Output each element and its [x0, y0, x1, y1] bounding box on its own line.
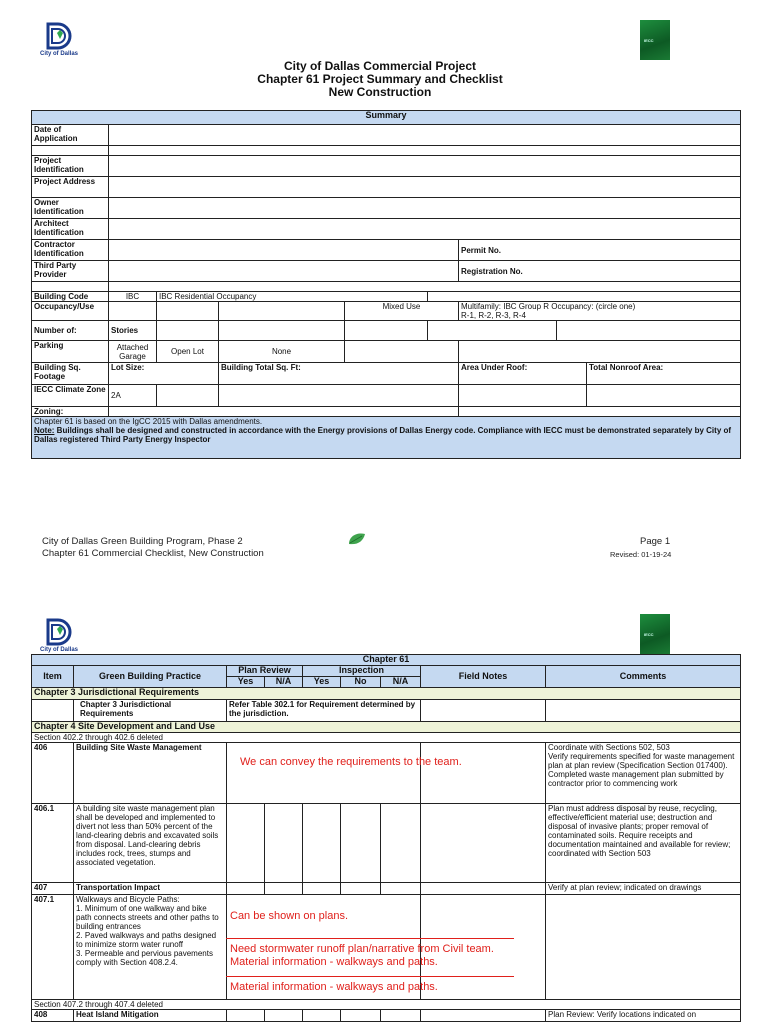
summary-table [31, 110, 741, 459]
date-label: Date of Application [32, 125, 109, 146]
project-address-field[interactable] [109, 177, 741, 198]
col-practice: Green Building Practice [74, 666, 227, 688]
row-4061-notes[interactable] [421, 804, 546, 883]
note-line1: Chapter 61 is based on the IgCC 2015 with Dallas amendments. [34, 417, 263, 426]
row-408-practice: Heat Island Mitigation [74, 1010, 227, 1022]
row-4061-item: 406.1 [32, 804, 74, 883]
multifamily-options[interactable]: R-1, R-2, R-3, R-4 [461, 311, 526, 320]
col-in-na: N/A [381, 677, 421, 688]
row-407-comment: Verify at plan review; indicated on drawings [546, 883, 741, 895]
row-4061-in-na[interactable] [381, 804, 421, 883]
row-4071-comment [546, 895, 741, 1000]
architect-label: Architect Identification [32, 219, 109, 240]
ch3-practice: Chapter 3 Jurisdictional Requirements [74, 700, 227, 722]
building-code-ibc[interactable]: IBC [109, 292, 157, 302]
col-inspection: Inspection [303, 666, 421, 677]
building-total-label[interactable]: Building Total Sq. Ft: [219, 363, 459, 385]
building-code-label: Building Code [32, 292, 109, 302]
row-408-item: 408 [32, 1010, 74, 1022]
row-4071-item: 407.1 [32, 895, 74, 1000]
summary-header: Summary [32, 111, 741, 125]
number-of-label: Number of: [32, 321, 109, 341]
iecc-book-icon: IECC [640, 20, 670, 60]
city-of-dallas-logo-2 [40, 618, 94, 653]
owner-label: Owner Identification [32, 198, 109, 219]
col-pr-na: N/A [265, 677, 303, 688]
footer-left-2: Chapter 61 Commercial Checklist, New Construction [42, 548, 264, 559]
annotation-2: Can be shown on plans. [230, 910, 349, 922]
multifamily-label: Multifamily: IBC Group R Occupancy: (circle one) [461, 302, 636, 311]
total-nonroof-label[interactable]: Total Nonroof Area: [587, 363, 741, 385]
ibc-residential[interactable]: IBC Residential Occupancy [157, 292, 428, 302]
col-item: Item [32, 666, 74, 688]
logo-caption: City of Dallas [40, 51, 79, 57]
row-406-comment: Coordinate with Sections 502, 503 Verify requirements specified for waste management plan at plan review (Specification Section 017400). Completed waste management plan submitted by contractor prior to commencing work [546, 743, 741, 804]
architect-field[interactable] [109, 219, 741, 240]
registration-label[interactable]: Registration No. [459, 261, 741, 282]
iecc-label: IECC Climate Zone [32, 385, 109, 407]
city-of-dallas-logo [40, 22, 94, 57]
row-4061-practice: A building site waste management plan shall be developed and implemented to divert not less than 50% percent of the land-clearing debris and excavated soils from disposal. Land-clearing debris includes rock, trees, stumps and associated vegetation. [74, 804, 227, 883]
area-under-roof-label[interactable]: Area Under Roof: [459, 363, 587, 385]
zoning-field[interactable] [109, 407, 459, 417]
row-407-item: 407 [32, 883, 74, 895]
contractor-field[interactable] [109, 240, 459, 261]
deleted-407: Section 407.2 through 407.4 deleted [32, 1000, 741, 1010]
col-in-yes: Yes [303, 677, 341, 688]
project-address-label: Project Address [32, 177, 109, 198]
col-comments: Comments [546, 666, 741, 688]
col-field-notes: Field Notes [421, 666, 546, 688]
row-4061-in-no[interactable] [341, 804, 381, 883]
lot-size-label[interactable]: Lot Size: [109, 363, 219, 385]
annotation-box-line-1 [226, 938, 514, 939]
deleted-402: Section 402.2 through 402.6 deleted [32, 733, 741, 743]
annotation-1: We can convey the requirements to the team. [240, 756, 462, 768]
zoning-label: Zoning: [32, 407, 109, 417]
note-prefix: Note: [34, 426, 55, 435]
footer-page: Page 1 [640, 536, 671, 547]
col-plan-review: Plan Review [227, 666, 303, 677]
row-408-comment: Plan Review: Verify locations indicated on [546, 1010, 741, 1022]
row-4061-pr-yes[interactable] [227, 804, 265, 883]
leaf-icon [347, 532, 367, 551]
owner-field[interactable] [109, 198, 741, 219]
project-id-field[interactable] [109, 156, 741, 177]
permit-label[interactable]: Permit No. [459, 240, 741, 261]
row-406-notes[interactable] [421, 743, 546, 804]
ch3-requirement: Refer Table 302.1 for Requirement determined by the jurisdiction. [227, 700, 421, 722]
chapter-header: Chapter 61 [32, 655, 741, 666]
open-lot[interactable]: Open Lot [157, 341, 219, 363]
note-line2: Buildings shall be designed and constructed in accordance with the Energy provisions of Dallas Energy code. Compliance with IECC must be demonstrated separately by City of Dallas registered Third Party Energy Inspector [34, 426, 732, 444]
project-id-label: Project Identification [32, 156, 109, 177]
row-406-practice: Building Site Waste Management [74, 743, 227, 804]
third-party-label: Third Party Provider [32, 261, 109, 282]
row-407-practice: Transportation Impact [74, 883, 227, 895]
row-4061-pr-na[interactable] [265, 804, 303, 883]
parking-none[interactable]: None [219, 341, 345, 363]
chapter4-band: Chapter 4 Site Development and Land Use [32, 722, 741, 733]
row-406-item: 406 [32, 743, 74, 804]
page-title-line3: New Construction [328, 85, 432, 99]
iecc-book-icon-2: IECC [640, 614, 670, 654]
row-406-checks[interactable] [227, 743, 421, 804]
annotation-3: Need stormwater runoff plan/narrative from Civil team. Material information - walkways and paths. [230, 943, 494, 968]
mixed-use[interactable]: Mixed Use [345, 302, 459, 321]
row-4061-comment: Plan must address disposal by reuse, recycling, effective/efficient material use; destruction and disposal of invasive plants; proper removal of contaminated soils. Require receipts and documentation maintained and available for review; coordinated with Section 503 [546, 804, 741, 883]
date-field[interactable] [109, 125, 741, 146]
row-4061-in-yes[interactable] [303, 804, 341, 883]
row-4071-practice: Walkways and Bicycle Paths: 1. Minimum of one walkway and bike path connects streets and other paths to building entrances 2. Paved walkways and paths designed to minimize storm water runoff 3. Permeable and pervious pavements comply with Section 408.2.4. [74, 895, 227, 1000]
bsf-label: Building Sq. Footage [32, 363, 109, 385]
page-title-line1: City of Dallas Commercial Project [283, 59, 477, 73]
occupancy-label: Occupancy/Use [32, 302, 109, 321]
col-in-no: No [341, 677, 381, 688]
annotation-box-line-2 [226, 976, 514, 977]
stories-label: Stories [109, 321, 157, 341]
third-party-field[interactable] [109, 261, 459, 282]
contractor-label: Contractor Identification [32, 240, 109, 261]
annotation-4: Material information - walkways and paths. [230, 981, 438, 993]
parking-label: Parking [32, 341, 109, 363]
iecc-value[interactable]: 2A [109, 385, 157, 407]
page-title-line2: Chapter 61 Project Summary and Checklist [257, 72, 503, 86]
logo-caption-2: City of Dallas [40, 647, 79, 653]
chapter3-band: Chapter 3 Jurisdictional Requirements [32, 688, 741, 700]
attached-garage[interactable]: Attached Garage [109, 341, 157, 363]
footer-left-1: City of Dallas Green Building Program, Phase 2 [42, 536, 243, 547]
summary-note [32, 417, 741, 459]
col-pr-yes: Yes [227, 677, 265, 688]
footer-revised: Revised: 01-19-24 [610, 550, 672, 559]
